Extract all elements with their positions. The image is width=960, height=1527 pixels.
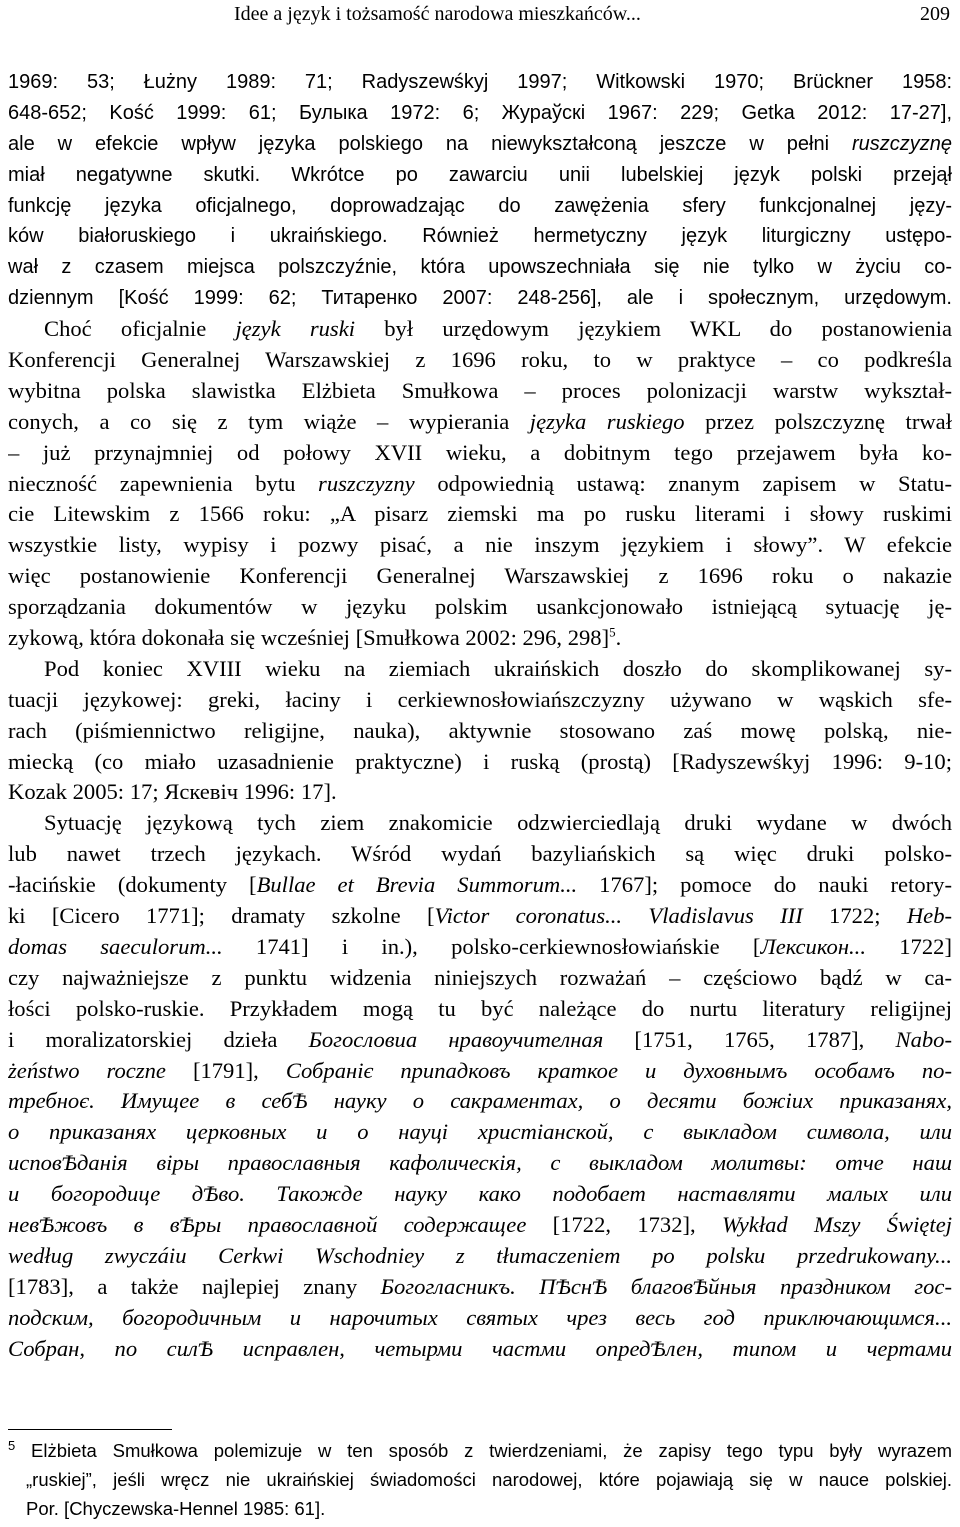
body-text [8,67,952,1364]
italic-text: Собраніє припадковъ краткое и духовнымъ особамъ по- [285,1057,952,1083]
text-line [8,345,952,376]
italic-text: języka ruskiego [529,408,685,434]
text-run: 1722] [865,933,952,959]
text-line [8,623,952,654]
text-run: Choć oficjalnie [44,316,236,342]
text-run: miał negatywne skutki. Wkrótce po zawarciu unii lubelskiej język polski przejął [8,163,952,186]
italic-text: подским, богородичным и нарочитых святых чрез весь год приключающимся... [8,1304,952,1330]
italic-text: Heb- [906,903,952,929]
italic-text: требноє. Имущее в себѢ науку о сакраментах, о десяти божіих приказанях, [8,1088,952,1114]
text-run: czy najważniejsze z punktu widzenia niniejszych rozważań – częściowo bądź w ca- [8,964,952,990]
italic-text: Собран, по силѢ исправлен, четырми частми опредѢлен, типом и чертами [8,1335,952,1361]
text-run: łości polsko-ruskie. Przykładem mogą tu być należące do nurtu literatury religijnej [8,995,952,1021]
text-line [8,716,952,747]
running-title: Idee a język i tożsamość narodowa mieszkańców... [234,3,641,25]
text-run: Konferencji Generalnej Warszawskiej z 1696 roku, to w praktyce – co podkreśla [8,347,952,373]
text-line [8,160,952,191]
text-line [8,1179,952,1210]
text-run: rach (piśmiennictwo religijne, nauka), aktywnie stosowano zaś mowę polską, nie- [8,717,952,743]
text-run: lub nawet trzech językach. Wśród wydań bazyliańskich są więc druki polsko- [8,841,952,867]
italic-text: według zwyczáiu Cerkwi Wschodniey z tłumaczeniem po polsku przedrukowany... [8,1242,952,1268]
text-line [8,747,952,778]
text-run: – już przynajmniej od połowy XVII wieku, a dobitnym tego przejawem była ko- [8,439,952,465]
text-run: conych, a co się z tym wiąże – wypierania [8,408,530,434]
text-run: [1783], a także najlepiej znany [8,1273,381,1299]
text-line [8,561,952,592]
italic-text: Victor coronatus... Vladislavus III [434,903,803,929]
text-run: Elżbieta Smułkowa polemizuje w ten sposób z twierdzeniami, że zapisy tego typu były wyrazem [15,1440,952,1461]
text-run: 1741] i in.), polsko-cerkiewnosłowiańskie [ [222,933,761,959]
text-line [8,901,952,932]
text-run: wszystkie listy, wypisy i pozwy pisać, a nie inszym językiem i słowy”. W efekcie [8,532,952,558]
text-run: 1722; [802,903,907,929]
italic-text: Лексикон... [760,933,866,959]
italic-text: ruszczyznę [851,132,952,155]
text-line [8,1303,952,1334]
footnote-divider [8,1429,172,1430]
text-run: cie Litewskim z 1566 roku: „A pisarz ziemski ma po rusku literami i słowy ruskimi [8,501,952,527]
text-run: Sytuację językową tych ziem znakomicie odzwierciedlają druki wydane w dwóch [44,810,952,836]
text-line [8,685,952,716]
text-line [8,283,952,314]
text-run: sporządzania dokumentów w języku polskim usankcjonowało istniejącą sytuację ję- [8,594,952,620]
footnote-marker: 5 [8,1437,16,1453]
text-line [8,932,952,963]
text-line [8,994,952,1025]
text-run: przez polszczyznę trwał [684,408,952,434]
footnotes [8,1436,952,1523]
page-number: 209 [920,3,950,25]
text-line [8,98,952,129]
text-line [8,129,952,160]
text-run: był urzędowym językiem WKL do postanowienia [355,316,952,342]
text-line [8,1334,952,1365]
italic-text: Богословиа нравоучителная [308,1026,604,1052]
text-line [8,1056,952,1087]
text-run: 1969: 53; Łużny 1989: 71; Radyszewśkyj 1997; Witkowski 1970; Brückner 1958: [8,71,952,93]
text-run: dziennym [Kość 1999: 62; Титаренко 2007: 248-256], ale i społecznym, urzędowym. [8,287,952,310]
text-line [8,839,952,870]
italic-text: ruszczyzny [318,470,415,496]
text-line [8,438,952,469]
text-line [8,870,952,901]
footnote-marker: 5 [609,624,616,640]
text-line [8,407,952,438]
text-line [8,592,952,623]
italic-text: невѢжовъ в вѢры православной содержащее [8,1211,527,1237]
text-line [8,314,952,345]
text-run: ale w efekcie wpływ języka polskiego na niewykształconą jeszcze w pełni [8,132,852,155]
italic-text: Nabo- [895,1026,952,1052]
italic-text: Богогласникъ. ПѢснѢ благовѢйныя праздником гос- [380,1273,952,1299]
text-run: wał z czasem miejsca polszczyźnie, która upowszechniała się nie tylko w życiu co- [8,256,952,279]
text-run: 648-652; Kość 1999: 61; Булыка 1972: 6; Жураўскі 1967: 229; Getka 2012: 17-27], [8,101,952,124]
italic-text: исповѢданія віры православныя кафолическія, с выкладом молитвы: отче наш [8,1150,952,1176]
text-run: [1791], [165,1057,286,1083]
text-line [8,963,952,994]
text-run: miecką (co miało uzasadnienie praktyczne) i ruską (prostą) [Radyszewśkyj 1996: 9-10; [8,748,952,774]
italic-text: о приказанях церковных и о науці христіанской, с выкладом символа, или [8,1119,952,1145]
text-run: . [615,625,622,651]
text-line [8,191,952,222]
text-run: zykową, która dokonała się wcześniej [Smułkowa 2002: 296, 298] [8,625,610,651]
text-line [8,1272,952,1303]
text-run: i moralizatorskiej dzieła [8,1026,309,1052]
text-run: nieczność zapewnienia bytu [8,470,319,496]
italic-text: Wykład Mszy Świętej [722,1211,952,1237]
text-run: -łacińskie (dokumenty [ [8,872,257,898]
running-header [8,2,952,30]
text-line [8,376,952,407]
text-run: ki [Cicero 1771]; dramaty szkolne [ [8,903,435,929]
text-line [8,469,952,500]
text-line [8,252,952,283]
text-run: „ruskiej”, jeśli wręcz nie ukraińskiej świadomości narodowej, które pojawiają się w nauce polskiej. [26,1469,952,1490]
text-run: tuacji językowej: greki, łaciny i cerkiewnosłowiańszczyzny używano w wąskich sfe- [8,686,952,712]
text-run: Pod koniec XVIII wieku na ziemiach ukraińskich doszło do skomplikowanej sy- [44,655,952,681]
footnote-line [8,1436,952,1465]
footnote-line [8,1494,952,1523]
italic-text: Bullae et Brevia Summorum... [256,872,578,898]
italic-text: język ruski [235,316,356,342]
text-run: Por. [Chyczewska-Hennel 1985: 61]. [26,1498,326,1519]
text-line [8,530,952,561]
text-line [8,1117,952,1148]
text-run: wybitna polska slawistka Elżbieta Smułkowa – proces polonizacji warstw wykształ- [8,377,952,403]
text-line [8,1210,952,1241]
text-line [8,221,952,252]
text-line [8,67,952,98]
text-run: Kozak 2005: 17; Яскевіч 1996: 17]. [8,779,337,805]
document-page [8,0,952,1527]
text-line [8,654,952,685]
text-run: ków białoruskiego i ukraińskiego. Również hermetyczny język liturgiczny ustępo- [8,225,952,248]
text-run: 1767]; pomoce do nauki retory- [577,872,952,898]
text-run: więc postanowienie Konferencji Generalnej Warszawskiej z 1696 roku o nakazie [8,563,952,589]
text-run: [1722, 1732], [526,1211,723,1237]
italic-text: и богородице дѢво. Такожде науку како подобает наставляти малых или [8,1181,952,1207]
text-run: funkcję języka oficjalnego, doprowadzając do zawężenia sfery funkcjonalnej języ- [8,194,952,217]
footnote-line [8,1465,952,1494]
text-run: [1751, 1765, 1787], [603,1026,896,1052]
italic-text: żeństwo roczne [8,1057,166,1083]
text-line [8,1025,952,1056]
text-run: odpowiednią ustawą: znanym zapisem w Statu- [414,470,952,496]
text-line [8,499,952,530]
text-line [8,777,952,808]
text-line [8,808,952,839]
text-line [8,1241,952,1272]
text-line [8,1148,952,1179]
italic-text: domas saeculorum... [8,933,223,959]
text-line [8,1086,952,1117]
